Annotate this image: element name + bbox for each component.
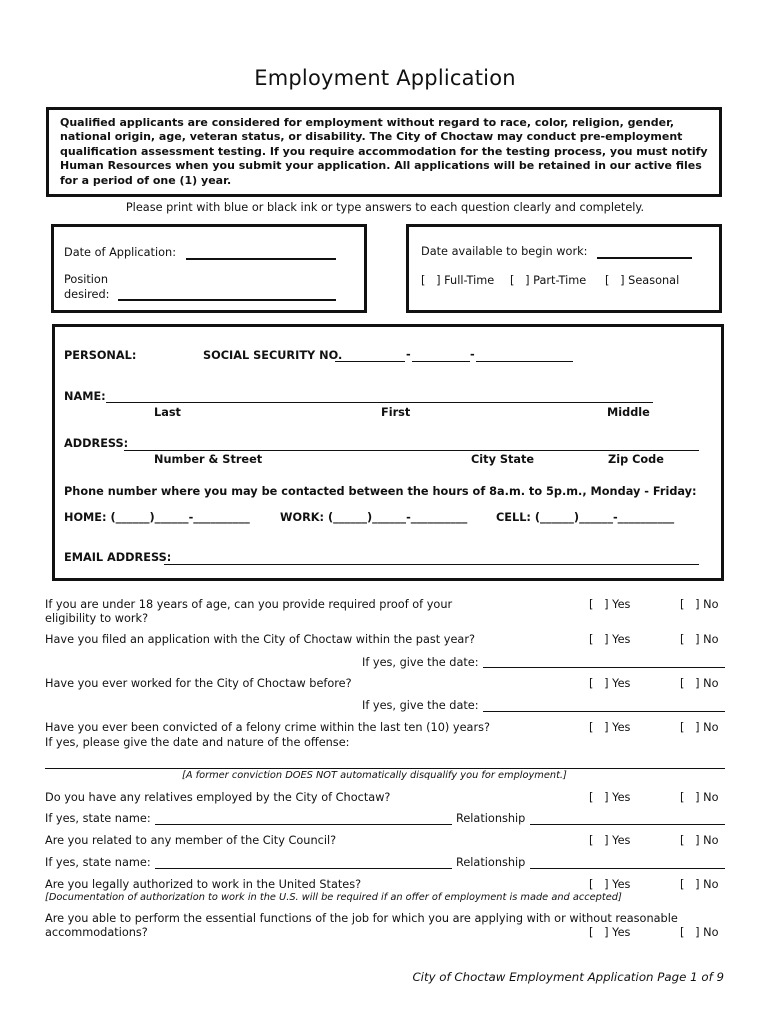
phone-note: Phone number where you may be contacted between the hours of 8a.m. to 5p.m., Monday - Friday:: [64, 485, 697, 498]
question-under-18: If you are under 18 years of age, can you provide required proof of your eligibility to work?: [45, 598, 453, 625]
position-label: Position: [64, 273, 108, 286]
ssn-field-1[interactable]: [335, 361, 405, 362]
ssn-dash-1: -: [406, 348, 411, 361]
council-no[interactable]: [ ] No: [680, 834, 719, 847]
worked-yes[interactable]: [ ] Yes: [589, 677, 631, 690]
personal-heading: PERSONAL:: [64, 349, 137, 362]
email-field[interactable]: [164, 564, 699, 565]
cell-phone-field[interactable]: CELL: (______)______-__________: [496, 511, 675, 524]
question-felony: Have you ever been convicted of a felony crime within the last ten (10) years?: [45, 721, 490, 734]
worked-date-label: If yes, give the date:: [362, 699, 479, 712]
part-time-checkbox[interactable]: [ ] Part-Time: [510, 274, 587, 287]
email-label: EMAIL ADDRESS:: [64, 551, 172, 564]
question-council: Are you related to any member of the City Council?: [45, 834, 337, 847]
instructions: Please print with blue or black ink or type answers to each question clearly and completely.: [125, 201, 645, 214]
work-phone-field[interactable]: WORK: (______)______-__________: [280, 511, 468, 524]
worked-no[interactable]: [ ] No: [680, 677, 719, 690]
relatives-relationship-label: Relationship: [456, 812, 526, 825]
council-name-label: If yes, state name:: [45, 856, 151, 869]
question-essential-functions-cont: accommodations?: [45, 926, 148, 939]
council-relationship-label: Relationship: [456, 856, 526, 869]
date-of-application-field[interactable]: [186, 258, 336, 260]
authorized-note: [Documentation of authorization to work in the U.S. will be required if an offer of employment is made and accepted]: [45, 892, 622, 903]
address-zip-caption: Zip Code: [608, 453, 664, 466]
address-street-caption: Number & Street: [154, 453, 263, 466]
relatives-yes[interactable]: [ ] Yes: [589, 791, 631, 804]
seasonal-checkbox[interactable]: [ ] Seasonal: [605, 274, 680, 287]
ssn-field-3[interactable]: [476, 361, 573, 362]
authorized-no[interactable]: [ ] No: [680, 878, 719, 891]
ssn-label: SOCIAL SECURITY NO.: [203, 349, 343, 362]
name-middle-caption: Middle: [607, 406, 650, 419]
relatives-name-field[interactable]: [155, 824, 452, 825]
authorized-yes[interactable]: [ ] Yes: [589, 878, 631, 891]
essential-yes[interactable]: [ ] Yes: [589, 926, 631, 939]
under-18-no[interactable]: [ ] No: [680, 598, 719, 611]
filed-yes[interactable]: [ ] Yes: [589, 633, 631, 646]
felony-yes[interactable]: [ ] Yes: [589, 721, 631, 734]
address-city-state-caption: City State: [471, 453, 535, 466]
address-field[interactable]: [124, 450, 699, 451]
ssn-dash-2: -: [470, 348, 475, 361]
filed-date-field[interactable]: [483, 667, 725, 668]
eeo-notice: Qualified applicants are considered for employment without regard to race, color, religion, gender, national origin, age, veteran status, or disability. The City of Choctaw may conduct pre-employment qualification assessment testing. If you require accommodation for the testing process, you must notify Human Resources when you submit your application. All applications will be retained in our active files for a period of one (1) year.: [46, 107, 722, 197]
felony-details-label: If yes, please give the date and nature of the offense:: [45, 736, 350, 749]
full-time-checkbox[interactable]: [ ] Full-Time: [421, 274, 495, 287]
worked-date-field[interactable]: [483, 711, 725, 712]
felony-note: [A former conviction DOES NOT automatically disqualify you for employment.]: [182, 770, 567, 781]
position-label-desired: desired:: [64, 288, 110, 301]
filed-no[interactable]: [ ] No: [680, 633, 719, 646]
felony-no[interactable]: [ ] No: [680, 721, 719, 734]
page-title: Employment Application: [254, 66, 516, 90]
date-available-label: Date available to begin work:: [421, 245, 588, 258]
question-worked-before: Have you ever worked for the City of Choctaw before?: [45, 677, 352, 690]
date-of-application-label: Date of Application:: [64, 246, 176, 259]
name-label: NAME:: [64, 390, 106, 403]
address-label: ADDRESS:: [64, 437, 129, 450]
relatives-relationship-field[interactable]: [530, 824, 725, 825]
position-desired-field[interactable]: [118, 299, 336, 301]
ssn-field-2[interactable]: [412, 361, 470, 362]
council-name-field[interactable]: [155, 868, 452, 869]
under-18-yes[interactable]: [ ] Yes: [589, 598, 631, 611]
name-field[interactable]: [106, 402, 653, 403]
relatives-no[interactable]: [ ] No: [680, 791, 719, 804]
availability-box: [406, 224, 722, 313]
council-yes[interactable]: [ ] Yes: [589, 834, 631, 847]
home-phone-field[interactable]: HOME: (______)______-__________: [64, 511, 250, 524]
question-filed-application: Have you filed an application with the City of Choctaw within the past year?: [45, 633, 475, 646]
question-relatives: Do you have any relatives employed by the City of Choctaw?: [45, 791, 391, 804]
question-essential-functions: Are you able to perform the essential functions of the job for which you are applying with or without reasonable: [45, 912, 678, 925]
essential-no[interactable]: [ ] No: [680, 926, 719, 939]
date-available-field[interactable]: [597, 257, 692, 259]
filed-date-label: If yes, give the date:: [362, 656, 479, 669]
relatives-name-label: If yes, state name:: [45, 812, 151, 825]
question-authorized: Are you legally authorized to work in the United States?: [45, 878, 362, 891]
page-footer: City of Choctaw Employment Application Page 1 of 9: [412, 970, 724, 984]
name-first-caption: First: [381, 406, 411, 419]
council-relationship-field[interactable]: [530, 868, 725, 869]
name-last-caption: Last: [154, 406, 181, 419]
felony-details-field[interactable]: [45, 768, 725, 769]
